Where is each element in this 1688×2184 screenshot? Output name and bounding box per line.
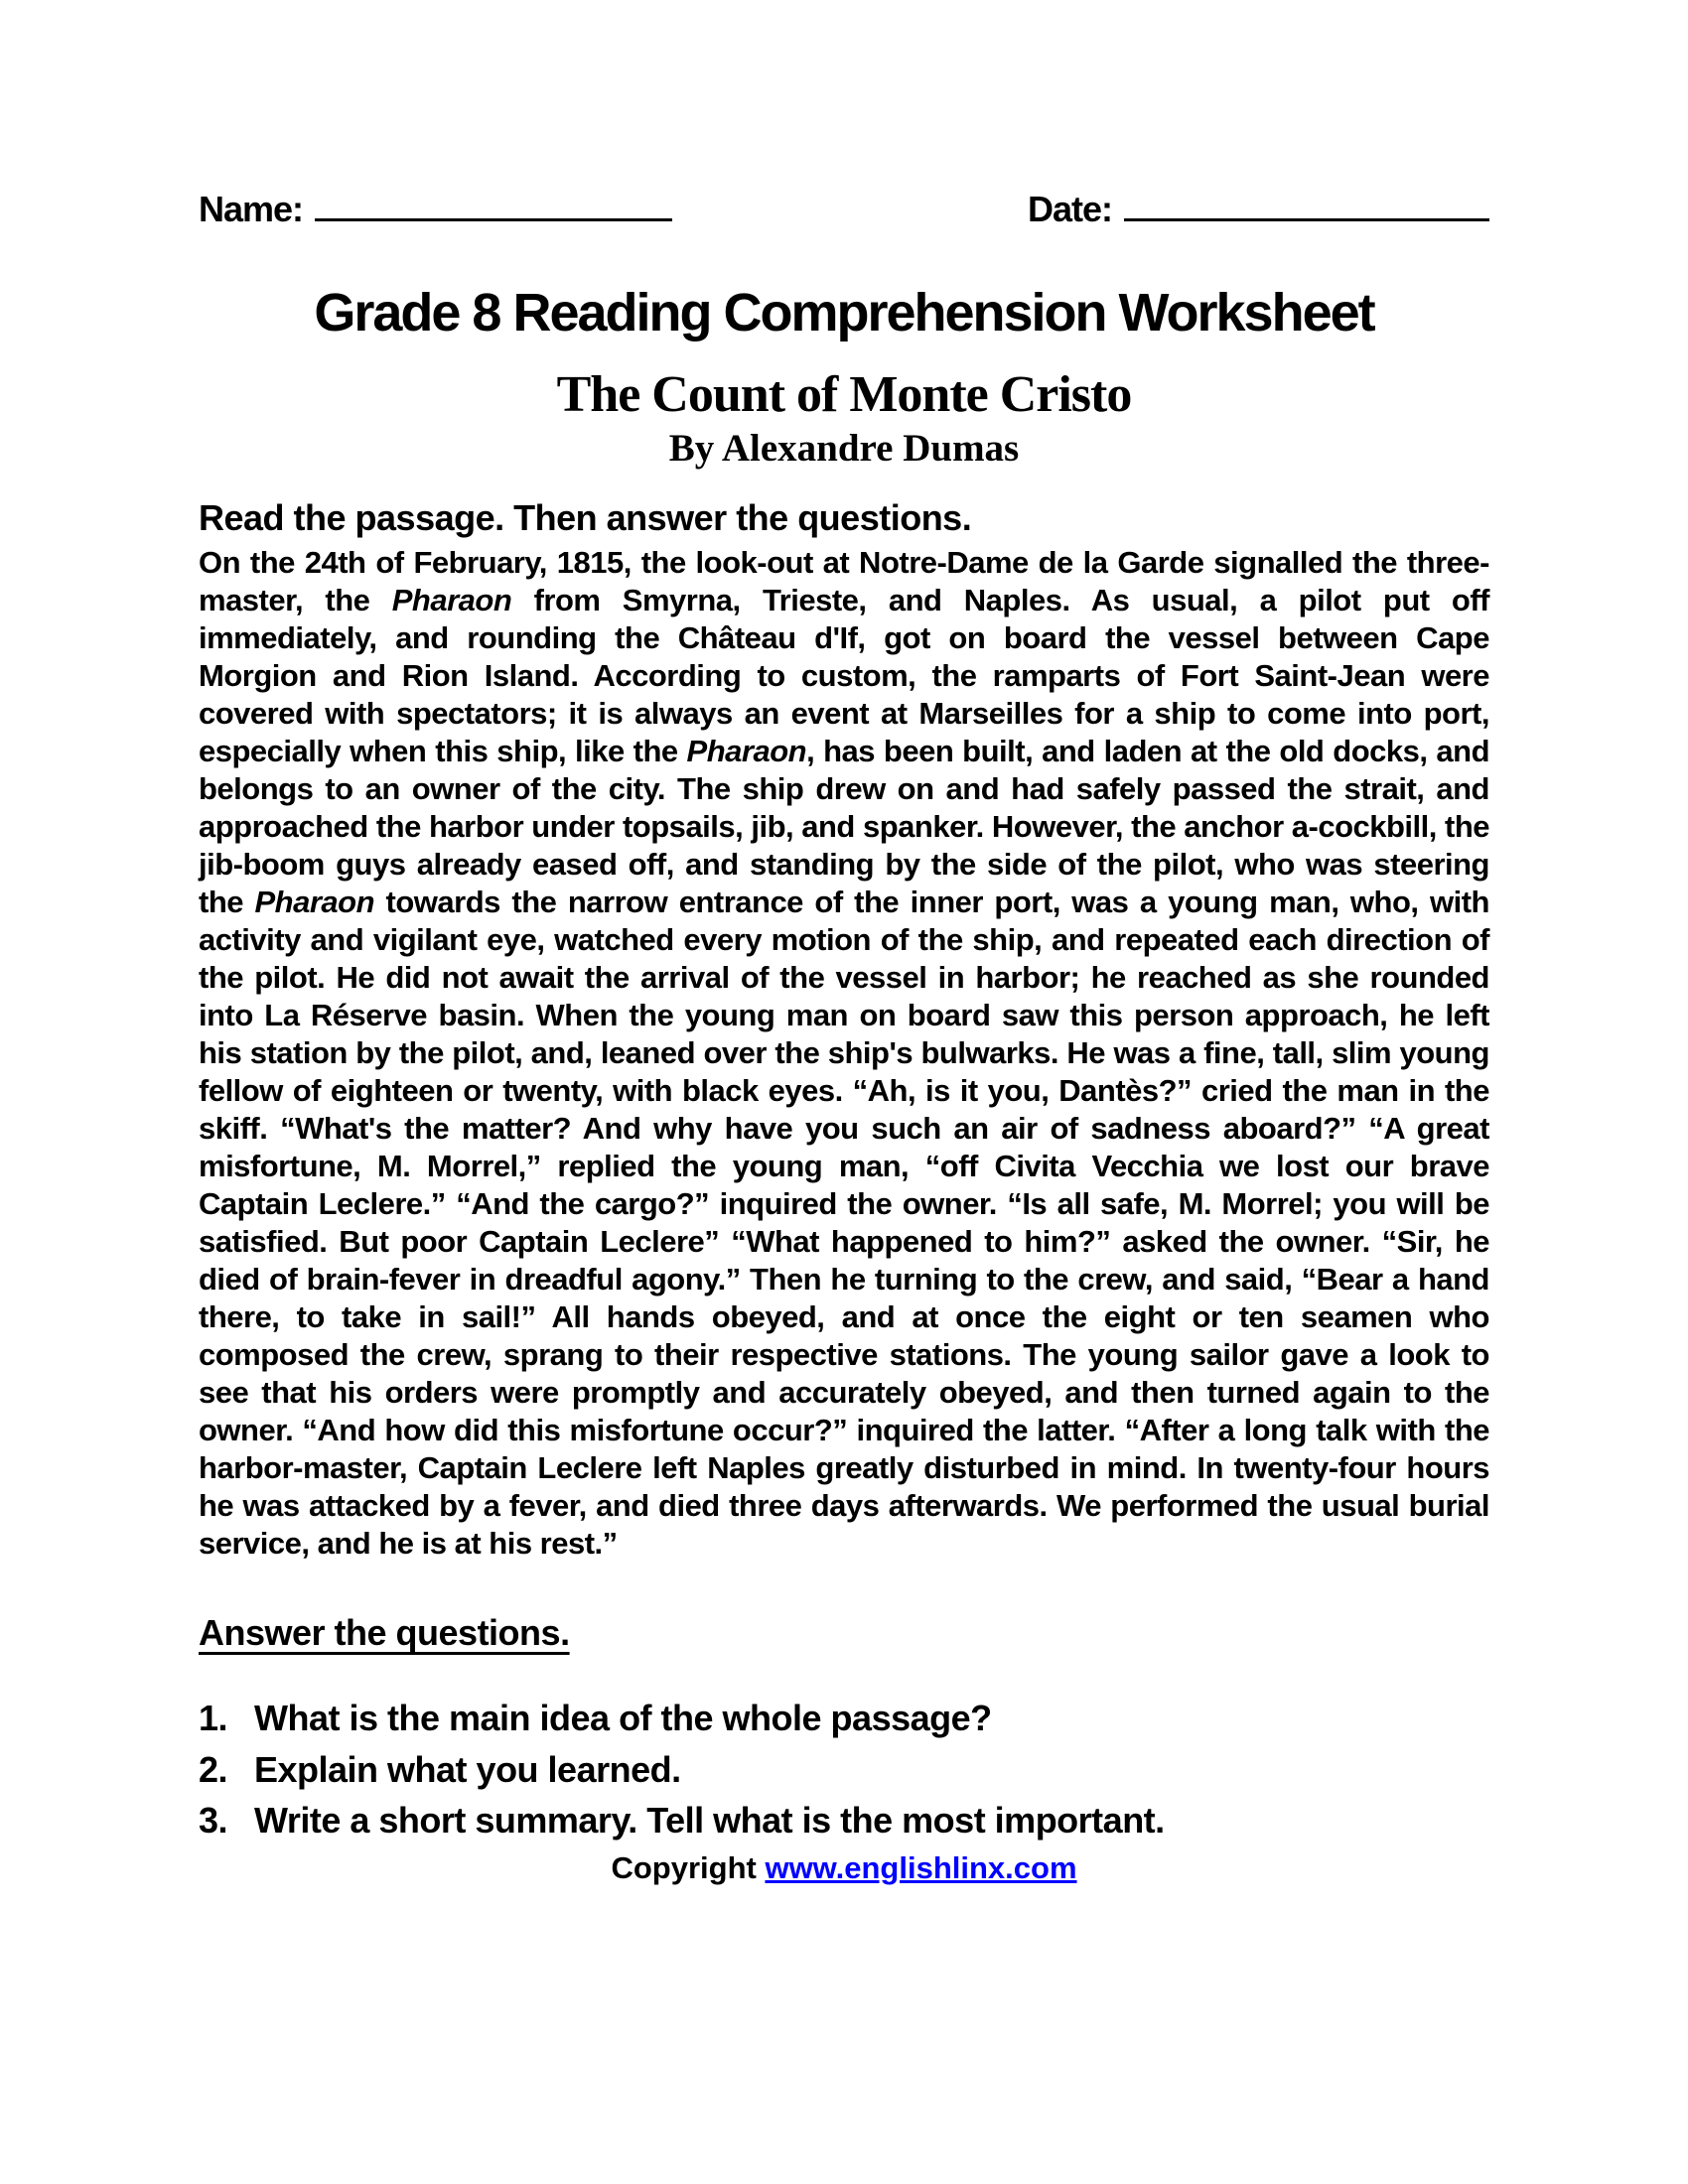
question-number: 2.	[199, 1748, 228, 1790]
passage-text: towards the narrow entrance of the inner port, was a young man, who, with activity and vigilant eye, watched every motion of the ship, and repeated each direction of the pilot. He did not await the arrival of the vessel in harbor; he reached as she rounded into La Réserve basin. When the young man on board saw this person approach, he left his station by the pilot, and, leaned over the ship's bulwarks. He was a fine, tall, slim young fellow of eighteen or twenty, with black eyes. “Ah, is it you, Dantès?” cried the man in the skiff. “What's the matter? And why have you such an air of sadness aboard?” “A great misfortune, M. Morrel,” replied the young man, “off Civita Vecchia we lost our brave Captain Leclere.” “And the cargo?” inquired the owner. “Is all safe, M. Morrel; you will be satisfied. But poor Captain Leclere” “What happened to him?” asked the owner. “Sir, he died of brain-fever in dreadful agony.” Then he turning to the crew, and said, “Bear a hand there, to take in sail!” All hands obeyed, and at once the eight or ten seamen who composed the crew, sprang to their respective stations. The young sailor gave a look to see that his orders were promptly and accurately obeyed, and then turned again to the owner. “And how did this misfortune occur?” inquired the latter. “After a long talk with the harbor-master, Captain Leclere left Naples greatly disturbed in mind. In twenty-four hours he was attacked by a fever, and died three days afterwards. We performed the usual burial service, and he is at his rest.”	[199, 885, 1489, 1562]
passage-text: from Smyrna, Trieste, and Naples. As usual, a pilot put off immediately, and rounding the Château d'If, got on board the vessel between Cape Morgion and Rion Island. According to custom, the ramparts of Fort Saint-Jean were covered with spectators; it is always an event at Marseilles for a ship to come into port, especially when this ship, like the	[199, 583, 1489, 769]
passage-text: On the 24th of February, 1815, the look-out at Notre-Dame de la Garde signalled the three-master, the	[199, 545, 1489, 618]
question-number: 1.	[199, 1698, 228, 1739]
englishlinx-link[interactable]: www.englishlinx.com	[765, 1850, 1077, 1886]
copyright-label: Copyright	[611, 1850, 766, 1886]
passage-text: , has been built, and laden at the old docks, and belongs to an owner of the city. The ship drew on and had safely passed the strait, and approached the harbor under topsails, jib, and spanker. However, the anchor a-cockbill, the jib-boom guys already eased off, and standing by the side of the pilot, who was steering the	[199, 734, 1490, 920]
question-text: Write a short summary. Tell what is the most important.	[254, 1799, 1165, 1841]
date-field-group	[1028, 189, 1489, 230]
ship-name-italic: Pharaon	[391, 583, 512, 618]
date-label: Date:	[1027, 189, 1112, 229]
question-text: Explain what you learned.	[254, 1748, 681, 1790]
question-item-2	[199, 1749, 1489, 1790]
name-blank-line	[315, 218, 672, 221]
question-number: 3.	[199, 1799, 228, 1841]
name-field-group	[199, 189, 672, 230]
worksheet-title: Grade 8 Reading Comprehension Worksheet	[314, 283, 1374, 342]
name-label: Name:	[199, 189, 304, 229]
book-author: By Alexandre Dumas	[668, 426, 1020, 470]
name-date-row	[199, 189, 1489, 230]
book-title: The Count of Monte Cristo	[556, 366, 1132, 424]
page-content	[199, 189, 1489, 1886]
date-blank-line	[1124, 218, 1489, 221]
answer-heading: Answer the questions.	[199, 1612, 570, 1654]
question-item-1	[199, 1698, 1489, 1738]
copyright-line	[199, 1850, 1489, 1886]
question-item-3	[199, 1800, 1489, 1841]
question-text: What is the main idea of the whole passage?	[254, 1698, 992, 1739]
question-list	[199, 1698, 1489, 1841]
passage-instruction: Read the passage. Then answer the questions.	[199, 496, 972, 538]
ship-name-italic: Pharaon	[254, 885, 375, 920]
answer-section	[199, 1563, 1489, 1841]
ship-name-italic: Pharaon	[686, 734, 807, 769]
reading-passage	[199, 544, 1489, 1563]
